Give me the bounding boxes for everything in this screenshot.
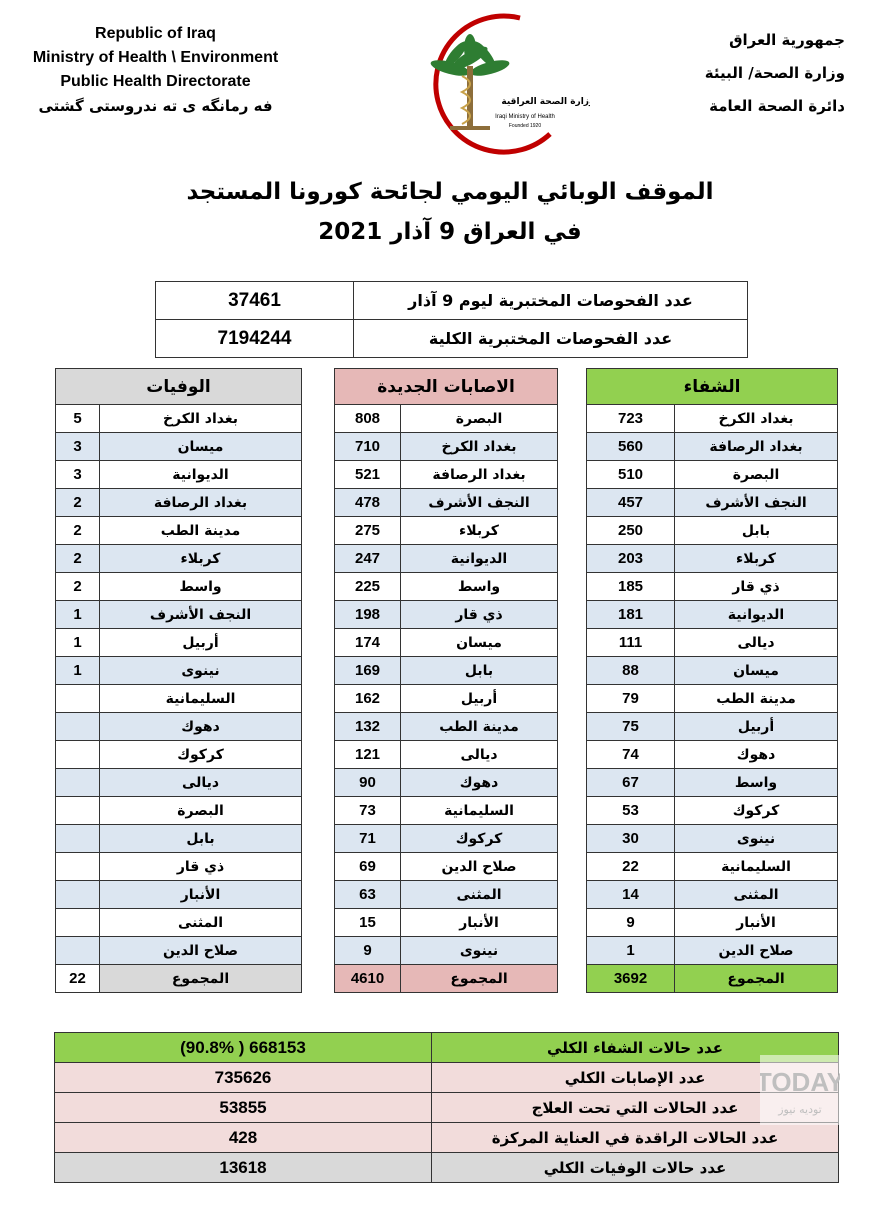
row-province: بغداد الكرخ [100,405,302,433]
row-value: 14 [587,881,675,909]
header-ar-line: جمهورية العراق [729,31,845,49]
row-value: 5 [56,405,100,433]
deaths-title: الوفيات [56,369,302,405]
row-value [56,685,100,713]
table-row [56,741,302,769]
row-value: 75 [587,713,675,741]
table-row [587,433,838,461]
row-province: مدينة الطب [401,713,558,741]
row-value: 1 [56,629,100,657]
table-row [587,909,838,937]
row-value: 121 [335,741,401,769]
recovered-title: الشفاء [587,369,838,405]
row-province: واسط [100,573,302,601]
table-row [335,657,558,685]
row-province: صلاح الدين [675,937,838,965]
row-value: 79 [587,685,675,713]
row-value [56,713,100,741]
row-value: 9 [335,937,401,965]
watermark-text: TODAY [760,1067,840,1097]
summary-label: عدد الإصابات الكلي [432,1063,839,1093]
summary-row [55,1093,839,1123]
table-row [335,573,558,601]
table-row [335,853,558,881]
summary-row [55,1153,839,1183]
row-value [56,769,100,797]
row-province: بغداد الرصافة [675,433,838,461]
row-province: ديالى [675,629,838,657]
total-label: المجموع [675,965,838,993]
total-value: 22 [56,965,100,993]
total-value: 4610 [335,965,401,993]
summary-label: عدد الحالات الراقدة في العناية المركزة [432,1123,839,1153]
summary-row [55,1063,839,1093]
header-en-line: Republic of Iraq [95,25,216,42]
row-value: 53 [587,797,675,825]
table-row [587,825,838,853]
total-row [56,965,302,993]
row-value [56,825,100,853]
row-value: 3 [56,461,100,489]
table-row [587,517,838,545]
table-row [587,881,838,909]
row-value: 2 [56,517,100,545]
row-value [56,937,100,965]
row-province: ديالى [401,741,558,769]
row-province: مدينة الطب [675,685,838,713]
row-value: 67 [587,769,675,797]
table-row [335,685,558,713]
row-province: البصرة [675,461,838,489]
table-row [56,937,302,965]
table-row [335,797,558,825]
table-row [335,937,558,965]
row-value: 9 [587,909,675,937]
table-row [587,797,838,825]
row-province: الأنبار [675,909,838,937]
row-province: النجف الأشرف [401,489,558,517]
recovered-table [586,368,838,993]
table-row [587,685,838,713]
row-province: ذي قار [100,853,302,881]
watermark-subtext: توديه نيوز [778,1103,822,1116]
row-value [56,881,100,909]
table-row [56,629,302,657]
row-value: 174 [335,629,401,657]
table-row [56,573,302,601]
table-row [335,769,558,797]
table-row [56,769,302,797]
summary-label: عدد الحالات التي تحت العلاج [432,1093,839,1123]
ministry-logo [400,6,590,156]
row-province: بغداد الكرخ [401,433,558,461]
row-province: مدينة الطب [100,517,302,545]
row-value: 723 [587,405,675,433]
row-value: 521 [335,461,401,489]
tests-total-value: 7194244 [156,320,354,358]
row-province: نينوى [675,825,838,853]
tests-table [155,281,748,358]
deaths-table [55,368,302,993]
total-row [335,965,558,993]
row-value: 247 [335,545,401,573]
table-row [587,461,838,489]
table-row [335,433,558,461]
row-province: كربلاء [100,545,302,573]
table-row [335,517,558,545]
table-row [56,797,302,825]
row-province: أربيل [401,685,558,713]
table-row [56,881,302,909]
row-province: واسط [675,769,838,797]
title-line-2: في العراق 9 آذار 2021 [318,219,582,245]
row-value [56,909,100,937]
table-row [335,741,558,769]
row-province: كربلاء [675,545,838,573]
table-row [587,405,838,433]
row-value [56,797,100,825]
header-english [18,22,293,118]
table-row [335,461,558,489]
row-value: 2 [56,545,100,573]
summary-value: 13618 [55,1153,432,1183]
row-province: صلاح الدين [100,937,302,965]
row-value: 1 [56,601,100,629]
row-value: 88 [587,657,675,685]
row-province: أربيل [675,713,838,741]
tests-daily-label: عدد الفحوصات المختبرية ليوم 9 آذار [354,282,748,320]
row-province: الديوانية [675,601,838,629]
row-value [56,853,100,881]
row-province: ذي قار [401,601,558,629]
table-row [56,825,302,853]
logo-text-founded: Founded 1920 [508,123,542,129]
summary-row [55,1123,839,1153]
row-province: بابل [675,517,838,545]
table-row [587,601,838,629]
row-value: 63 [335,881,401,909]
header-en-line: Ministry of Health \ Environment [32,49,279,66]
table-row [56,909,302,937]
row-province: ميسان [675,657,838,685]
summary-label: عدد حالات الشفاء الكلي [432,1033,839,1063]
row-province: صلاح الدين [401,853,558,881]
table-row [335,825,558,853]
row-value: 560 [587,433,675,461]
table-row [587,657,838,685]
tests-row-total [156,320,748,358]
table-row [56,545,302,573]
row-value: 69 [335,853,401,881]
row-value: 111 [587,629,675,657]
header-ar-line: دائرة الصحة العامة [709,97,845,115]
row-value: 510 [587,461,675,489]
row-province: النجف الأشرف [675,489,838,517]
table-row [587,629,838,657]
row-province: كركوك [401,825,558,853]
row-value: 162 [335,685,401,713]
row-province: واسط [401,573,558,601]
table-row [56,517,302,545]
table-row [56,405,302,433]
table-row [587,937,838,965]
row-value: 185 [587,573,675,601]
row-province: البصرة [401,405,558,433]
row-value: 22 [587,853,675,881]
table-row [56,601,302,629]
header-en-line: Public Health Directorate [60,73,251,90]
row-province: ميسان [401,629,558,657]
row-province: نينوى [401,937,558,965]
table-row [587,741,838,769]
row-province: الديوانية [401,545,558,573]
row-value: 132 [335,713,401,741]
row-province: دهوك [100,713,302,741]
row-province: دهوك [675,741,838,769]
new-cases-table [334,368,558,993]
summary-row [55,1033,839,1063]
row-value: 478 [335,489,401,517]
row-value: 181 [587,601,675,629]
row-province: بغداد الرصافة [401,461,558,489]
row-province: السليمانية [100,685,302,713]
new-cases-title: الاصابات الجديدة [335,369,558,405]
summary-value: (90.8% ) 668153 [55,1033,432,1063]
row-value: 1 [587,937,675,965]
row-province: المثنى [100,909,302,937]
table-row [335,405,558,433]
table-row [587,713,838,741]
tests-daily-value: 37461 [156,282,354,320]
header-ar-line: وزارة الصحة/ البيئة [704,64,845,82]
row-province: الأنبار [100,881,302,909]
row-value: 15 [335,909,401,937]
row-value: 90 [335,769,401,797]
total-row [587,965,838,993]
row-value: 198 [335,601,401,629]
title-line-1: الموقف الوبائي اليومي لجائحة كورونا المستجد [186,179,714,205]
row-value: 710 [335,433,401,461]
row-value: 203 [587,545,675,573]
row-value: 3 [56,433,100,461]
table-row [56,461,302,489]
logo-text-english: Iraqi Ministry of Health [495,114,555,120]
table-row [335,489,558,517]
row-province: بابل [401,657,558,685]
row-province: السليمانية [675,853,838,881]
row-value: 74 [587,741,675,769]
row-province: السليمانية [401,797,558,825]
row-province: كركوك [675,797,838,825]
row-value: 1 [56,657,100,685]
row-province: المثنى [675,881,838,909]
row-value: 2 [56,489,100,517]
total-label: المجموع [401,965,558,993]
tests-row-daily [156,282,748,320]
summary-value: 53855 [55,1093,432,1123]
logo-text-arabic: وزارة الصحة العراقية [501,97,590,107]
table-row [335,909,558,937]
row-province: بغداد الرصافة [100,489,302,517]
row-value: 225 [335,573,401,601]
table-row [335,545,558,573]
row-value [56,741,100,769]
row-province: كركوك [100,741,302,769]
table-row [335,601,558,629]
table-row [587,573,838,601]
today-watermark [760,1055,840,1125]
row-province: بغداد الكرخ [675,405,838,433]
table-row [587,853,838,881]
row-value: 30 [587,825,675,853]
table-row [56,489,302,517]
summary-value: 735626 [55,1063,432,1093]
summary-value: 428 [55,1123,432,1153]
table-row [56,657,302,685]
row-value: 169 [335,657,401,685]
total-value: 3692 [587,965,675,993]
table-row [335,629,558,657]
row-province: الأنبار [401,909,558,937]
table-row [56,685,302,713]
header-kurdish-line: فه رمانگه ى ته ندروستى گشتى [38,97,273,115]
row-value: 71 [335,825,401,853]
row-province: دهوك [401,769,558,797]
row-province: الديوانية [100,461,302,489]
row-province: نينوى [100,657,302,685]
row-province: ديالى [100,769,302,797]
row-value: 275 [335,517,401,545]
tests-total-label: عدد الفحوصات المختبرية الكلية [354,320,748,358]
row-province: أربيل [100,629,302,657]
table-row [56,713,302,741]
row-value: 457 [587,489,675,517]
row-province: البصرة [100,797,302,825]
row-province: ذي قار [675,573,838,601]
table-row [335,713,558,741]
row-province: ميسان [100,433,302,461]
total-label: المجموع [100,965,302,993]
table-row [587,489,838,517]
row-province: كربلاء [401,517,558,545]
header-arabic [645,24,845,123]
row-value: 73 [335,797,401,825]
page-title [150,172,750,252]
table-row [56,433,302,461]
row-province: بابل [100,825,302,853]
table-row [335,881,558,909]
table-row [587,769,838,797]
row-value: 808 [335,405,401,433]
row-province: المثنى [401,881,558,909]
summary-label: عدد حالات الوفيات الكلي [432,1153,839,1183]
row-value: 2 [56,573,100,601]
summary-table [54,1032,839,1183]
row-province: النجف الأشرف [100,601,302,629]
table-row [587,545,838,573]
table-row [56,853,302,881]
row-value: 250 [587,517,675,545]
